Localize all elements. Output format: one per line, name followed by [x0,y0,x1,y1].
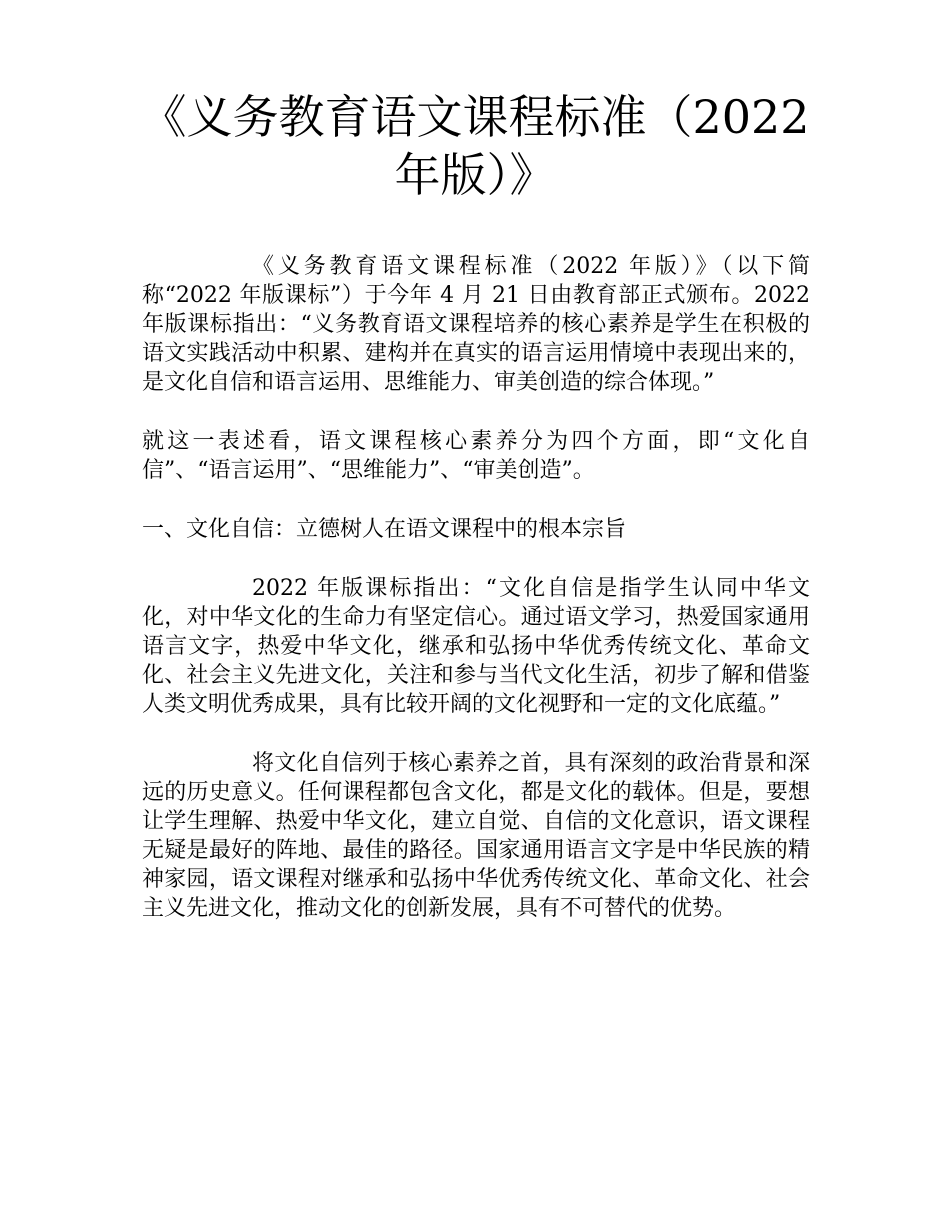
paragraph-cultural-confidence-definition: 2022 年版课标指出：“文化自信是指学生认同中华文化，对中华文化的生命力有坚定信心。通过语文学习，热爱国家通用语言文字，热爱中华文化，继承和弘扬中华优秀传统文化、革命文化、社会主义先进文化，关注和参与当代文化生活，初步了解和借鉴人类文明优秀成果，具有比较开阔的文化视野和一定的文化底蕴。” [142,576,810,717]
paragraph-cultural-confidence-significance: 将文化自信列于核心素养之首，具有深刻的政治背景和深远的历史意义。任何课程都包含文化，都是文化的载体。但是，要想让学生理解、热爱中华文化，建立自觉、自信的文化意识，语文课程无疑是最好的阵地、最佳的路径。国家通用语言文字是中华民族的精神家园，语文课程对继承和弘扬中华优秀传统文化、革命文化、社会主义先进文化，推动文化的创新发展，具有不可替代的优势。 [142,751,810,921]
paragraph-intro: 《义务教育语文课程标准（2022 年版）》（以下简称“2022 年版课标”）于今年 4 月 21 日由教育部正式颁布。2022 年版课标指出：“义务教育语文课程培养的核心素养是学生在积极的语文实践活动中积累、建构并在真实的语言运用情境中表现出来的，是文化自信和语言运用、思维能力、审美创造的综合体现。” [142,254,810,395]
paragraph-summary: 就这一表述看，语文课程核心素养分为四个方面，即“文化自信”、“语言运用”、“思维能力”、“审美创造”。 [142,429,810,483]
section-heading: 一、文化自信：立德树人在语文课程中的根本宗旨 [142,517,627,542]
document-body [142,252,810,953]
document-title: 《义务教育语文课程标准（2022年版）》 [140,90,810,202]
